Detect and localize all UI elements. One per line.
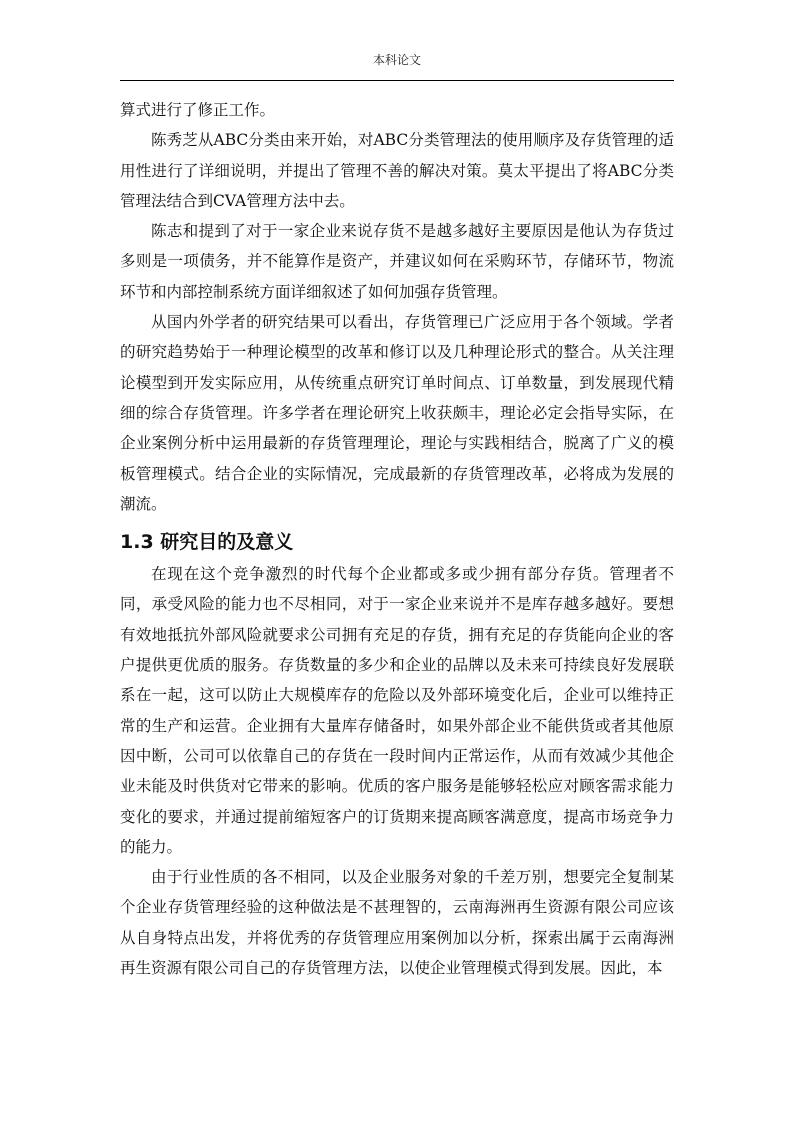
paragraph-significance: 由于行业性质的各不相同，以及企业服务对象的千差万别，想要完全复制某个企业存货管理经验的这种做法是不甚理智的，云南海洲再生资源有限公司应该从自身特点出发，并将优秀的存货管理应用案例加以分析，探索出属于云南海洲再生资源有限公司自己的存货管理方法，以使企业管理模式得到发展。因此，本 [120,868,674,978]
page-header: 本科论文 [372,53,421,67]
page-body [120,95,674,983]
paragraph-continuation: 算式进行了修正工作。 [120,101,276,119]
paragraph-research-trends: 从国内外学者的研究结果可以看出，存货管理已广泛应用于各个领域。学者的研究趋势始于一种理论模型的改革和修订以及几种理论形式的整合。从关注理论模型到开发实际应用，从传统重点研究订单时间点、订单数量，到发展现代精细的综合存货管理。许多学者在理论研究上收获颇丰，理论必定会指导实际，在企业案例分析中运用最新的存货管理理论，理论与实践相结合，脱离了广义的模板管理模式。结合企业的实际情况，完成最新的存货管理改革，必将成为发展的潮流。 [120,313,674,513]
paragraph-purpose: 在现在这个竞争激烈的时代每个企业都或多或少拥有部分存货。管理者不同，承受风险的能力也不尽相同，对于一家企业来说并不是库存越多越好。要想有效地抵抗外部风险就要求公司拥有充足的存货，拥有充足的存货能向企业的客户提供更优质的服务。存货数量的多少和企业的品牌以及未来可持续良好发展联系在一起，这可以防止大规模库存的危险以及外部环境变化后，企业可以维持正常的生产和运营。企业拥有大量库存储备时，如果外部企业不能供货或者其他原因中断，公司可以依靠自己的存货在一段时间内正常运作，从而有效减少其他企业未能及时供货对它带来的影响。优质的客户服务是能够轻松应对顾客需求能力变化的要求，并通过提前缩短客户的订货期来提高顾客满意度，提高市场竞争力的能力。 [120,565,674,856]
header-divider [120,80,674,81]
paragraph-abc-classification: 陈秀芝从ABC分类由来开始，对ABC分类管理法的使用顺序及存货管理的适用性进行了详细说明，并提出了管理不善的解决对策。莫太平提出了将ABC分类管理法结合到CVA管理方法中去。 [120,131,674,210]
section-heading: 1.3 研究目的及意义 [120,531,294,554]
paragraph-inventory-debt: 陈志和提到了对于一家企业来说存货不是越多越好主要原因是他认为存货过多则是一项债务，并不能算作是资产，并建议如何在采购环节，存储环节，物流环节和内部控制系统方面详细叙述了如何加强存货管理。 [120,222,674,301]
